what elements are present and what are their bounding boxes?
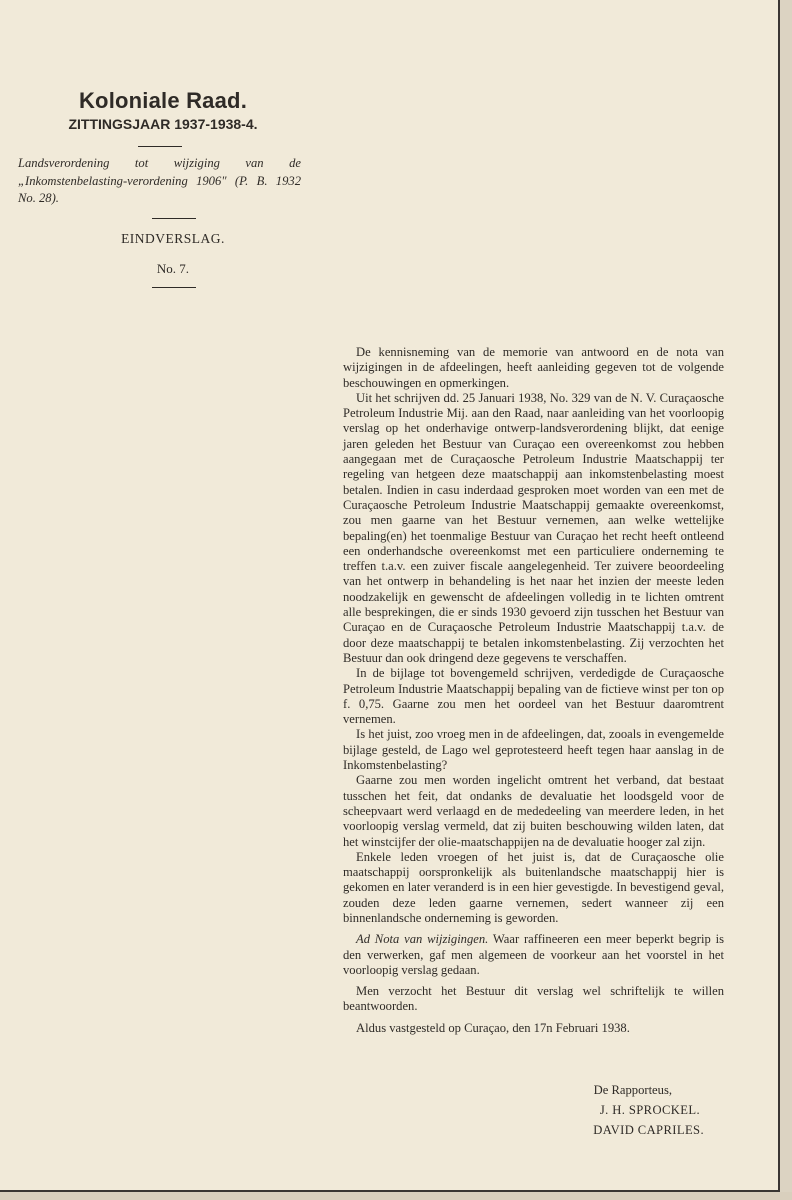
report-body	[343, 345, 724, 1036]
session-year: ZITTINGSJAAR 1937-1938-4.	[68, 116, 258, 132]
paragraph: Gaarne zou men worden ingelicht omtrent het verband, dat bestaat tusschen het feit, dat ondanks de devaluatie het loodsgeld voor de scheepvaart werd verlaagd en de mededeeling van meerdere leden, in het voorloopig verslag vermeld, dat zij buiten beschouwing wilden laten, dat het winstcijfer der olie-maatschappijen na de devaluatie hooger zal zijn.	[343, 773, 724, 849]
paragraph: Uit het schrijven dd. 25 Januari 1938, No. 329 van de N. V. Curaçaosche Petroleum Industrie Mij. aan den Raad, naar aanleiding van het voorloopig verslag op het onderhavige ontwerp-landsverordening blijkt, dat eenige jaren geleden het Bestuur van Curaçao een overeenkomst zou hebben aangegaan met de Curaçaosche Petroleum Industrie Maatschappij ter regeling van hetgeen deze maatschappij aan inkomstenbelasting moest betalen. Indien in casu inderdaad gesproken moet worden van een met de Curaçaosche Petroleum Industrie Maatschappij gemaakte overeenkomst, zou men gaarne van het Bestuur vernemen, aan welke wettelijke bepaling(en) het toenmalige Bestuur van Curaçao het recht heeft ontleend een onderhandsche overeenkomst met een particuliere onderneming te treffen t.a.v. een zuiver fiscale aangelegenheid. Ter zuivere beoordeeling van het ontwerp in behandeling is het naar het inzien der meeste leden noodzakelijk en gewenscht de afdeelingen volledig in te lichten omtrent alle besprekingen, die er sinds 1930 gevoerd zijn tusschen het Bestuur van Curaçao en de Curaçaosche Petroleum Industrie Maatschappij t.a.v. de door deze maatschappij te betalen inkomstenbelasting. Zij verzochten het Bestuur dan ook dringend deze gegevens te verschaffen.	[343, 390, 724, 665]
signatory-name: J. H. SPROCKEL.	[599, 1103, 700, 1117]
council-name: Koloniale Raad.	[78, 88, 248, 113]
report-type: EINDVERSLAG.	[121, 230, 225, 246]
bill-subject: Landsverordening tot wijziging van de „Inkomstenbelasting-verordening 1906" (P. B. 1932 No. 28).	[18, 156, 301, 205]
amendment-note	[343, 932, 724, 978]
page-edge-right	[780, 0, 792, 1200]
paragraph: Enkele leden vroegen of het juist is, dat de Curaçaosche olie maatschappij oorspronkelijk als buitenlandsche maatschappij hier is gekomen en later veranderd is in een hier gevestigde. In bevestigend geval, zouden deze leden gaarne vernemen, sedert wanneer zij een binnenlandsche onderneming is geworden.	[343, 849, 724, 925]
page-edge-bottom	[0, 1192, 792, 1200]
paragraph: Is het juist, zoo vroeg men in de afdeelingen, dat, zooals in evengemelde bijlage gesteld, de Lago wel geprotesteerd heeft tegen haar aanslag in de Inkomstenbelasting?	[343, 727, 724, 773]
signature-block	[343, 1080, 724, 1140]
number-rule	[152, 287, 196, 288]
document-header	[18, 88, 308, 288]
header-rule	[138, 146, 182, 147]
report-number: No. 7.	[156, 260, 190, 276]
adoption-line: Aldus vastgesteld op Curaçao, den 17n Februari 1938.	[356, 1020, 630, 1035]
signatory-name: DAVID CAPRILES.	[593, 1123, 704, 1137]
subject-rule	[152, 218, 196, 219]
paragraph: De kennisneming van de memorie van antwoord en de nota van wijzigingen in de afdeelingen, heeft aanleiding gegeven tot de volgende beschouwingen en opmerkingen.	[343, 345, 724, 390]
amendment-note-lead: Ad Nota van wijzigingen.	[356, 932, 489, 947]
amendment-note-text: Waar raffineeren een meer beperkt begrip is den verwerken, gaf men algemeen de voorkeur aan het voorstel in het voorloopig verslag gedaan.	[343, 932, 724, 977]
request-paragraph: Men verzocht het Bestuur dit verslag wel schriftelijk te willen beantwoorden.	[343, 984, 724, 1014]
paragraph: In de bijlage tot bovengemeld schrijven, verdedigde de Curaçaosche Petroleum Industrie Maatschappij bepaling van de fictieve winst per ton op f. 0,75. Gaarne zou men het oordeel van het Bestuur daaromtrent vernemen.	[343, 666, 724, 727]
rapporteur-role: De Rapporteus,	[593, 1083, 672, 1097]
